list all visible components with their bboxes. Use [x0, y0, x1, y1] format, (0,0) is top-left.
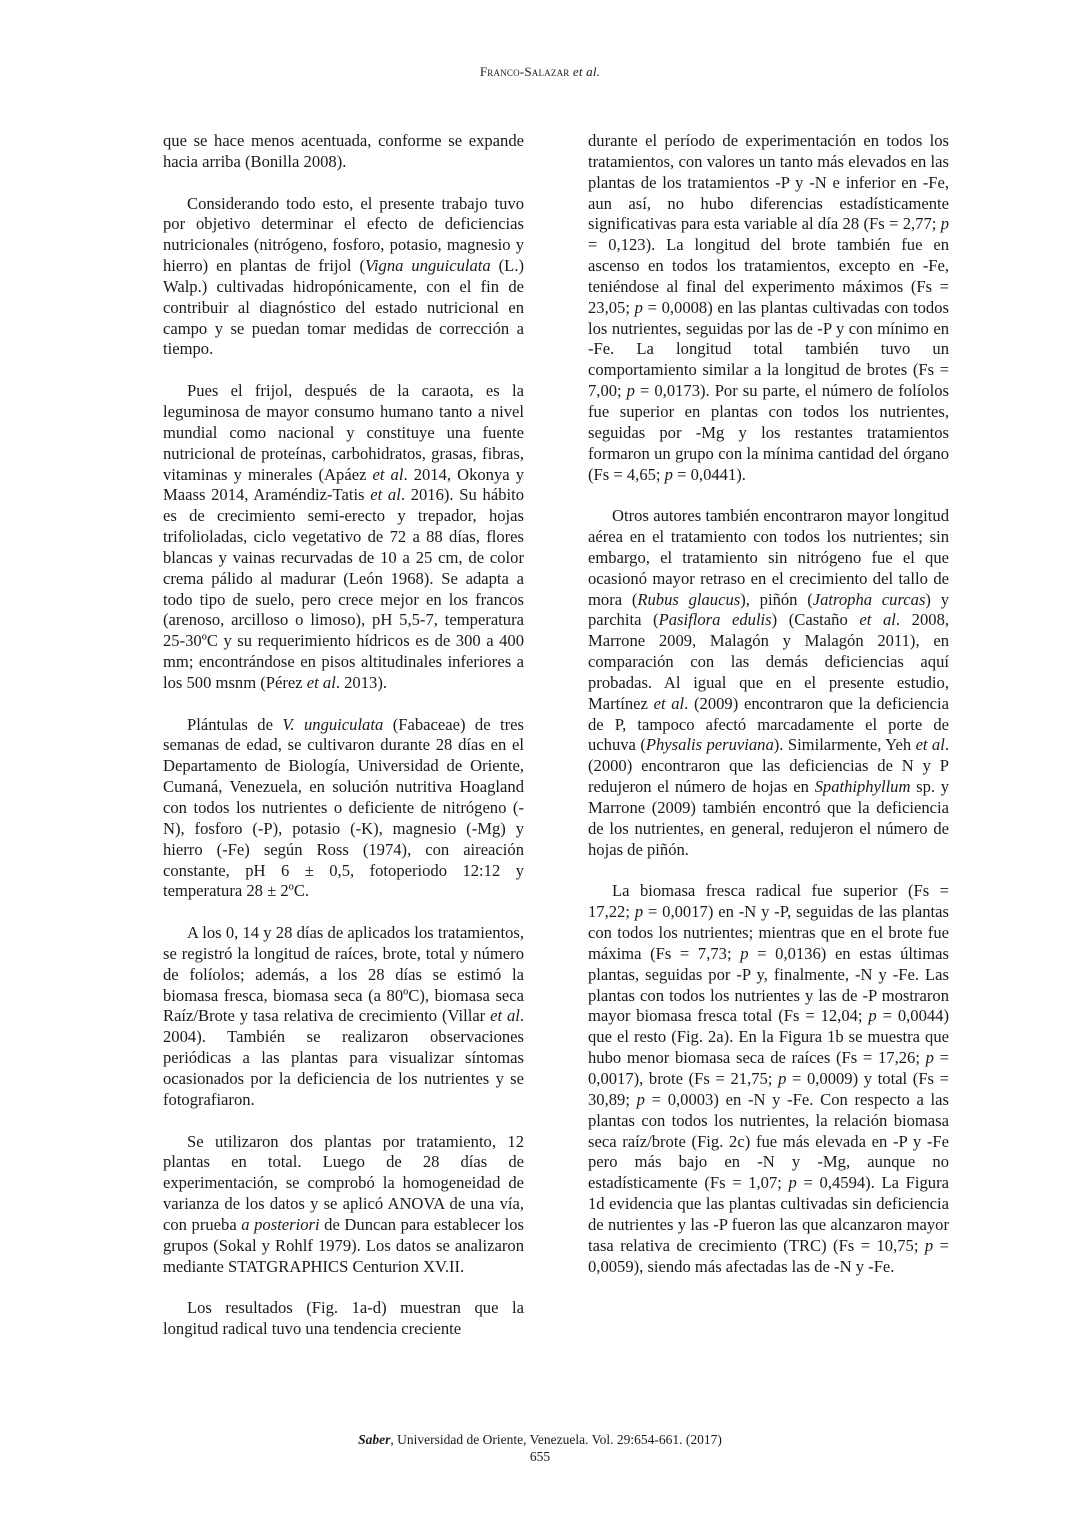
text-run: durante el período de experimentación en todos los tratamientos, con valores un tanto más elevados en las plantas de los tratamientos -P y -N e inferior en -Fe, aun así, no hubo diferencias estadísticamente significativas para esta variable al día 28 (Fs = 2,77; [588, 131, 949, 234]
text-run: ). Similarmente, Yeh [773, 735, 916, 755]
italic-run: p [924, 1235, 934, 1255]
text-run: = 0,4594). La Figura 1d evidencia que las plantas cultivadas sin deficiencia de nutrientes y las -P fueron las que alcanzaron mayor tasa relativa de crecimiento (TRC) (Fs = 10,75; [588, 1173, 949, 1255]
text-run: = 0,0003) en -N y -Fe. Con respecto a las plantas con todos los nutrientes, la relación biomasa seca raíz/brote (Fig. 2c) fue más elevada en -P y -Fe pero más bajo en -N y -Mg, aunque no estadísticamente (Fs = 1,07; [588, 1089, 949, 1193]
italic-run: p [636, 1089, 645, 1109]
text-run: = 0,0009) y total (Fs = 30,89; [588, 1068, 949, 1109]
italic-run: p [634, 902, 644, 922]
italic-run: et al [915, 735, 945, 755]
paragraph [163, 923, 524, 1111]
text-run: = 0,0017) en -N y -P, seguidas de las plantas con todos los nutrientes; mientras que en el brote fue máxima (Fs = 7,73; [588, 902, 949, 963]
text-run: A los 0, 14 y 28 días de aplicados los tratamientos, se registró la longitud de raíces, brote, total y número de folíolos; además, a los 28 días se estimó la biomasa fresca, biomasa seca (a 80ºC), biomasa seca Raíz/Brote y tasa relativa de crecimiento (Villar [163, 923, 524, 1026]
italic-run: V. unguiculata [282, 714, 384, 734]
right-column [588, 131, 949, 1298]
text-run: = 0,0017), brote (Fs = 21,75; [588, 1048, 949, 1088]
italic-run: a posteriori [241, 1214, 320, 1234]
text-run: Plántulas de [187, 714, 283, 734]
text-run: = 0,0059), siendo más afectadas las de -N y -Fe. [588, 1235, 949, 1276]
text-run: (Fabaceae) de tres semanas de edad, se cultivaron durante 28 días en el Departamento de Biología, Universidad de Oriente, Cumaná, Venezuela, en solución nutritiva Hoagland con todos los nutrientes o deficiente de nitrógeno (-N), fosforo (-P), potasio (-K), magnesio (-Mg) y hierro (-Fe) según Ross (1974), con aireación constante, pH 6 ± 0,5, fotoperiodo 12:12 y temperatura 28 ± 2ºC. [163, 714, 524, 901]
text-run: Otros autores también encontraron mayor longitud aérea en el tratamiento con todos los nutrientes; sin embargo, el tratamiento sin nitrógeno fue el que ocasionó mayor retraso en el crecimiento del tallo de mora ( [588, 506, 949, 609]
journal-name: Saber [358, 1432, 391, 1447]
text-run: . 2016). Su hábito es de crecimiento semi-erecto y trepador, hojas trifolioladas, ciclo vegetativo de 72 a 88 días, flores blancas y vainas recurvadas de 10 a 25 cm, de color crema pálido al madurar (León 1968). Se adapta a todo tipo de suelo, pero crece mejor en los francos (arenoso, arcilloso o limoso), pH 5,5-7, temperatura 25-30ºC y su requerimiento hídricos es de 300 a 400 mm; encontrándose en pisos altitudinales inferiores a los 500 msnm (Pérez [163, 485, 525, 692]
italic-run: Physalis peruviana [645, 735, 774, 755]
text-run: . 2014, Okonya y Maass 2014, Araméndiz-Tatis [163, 464, 524, 505]
italic-run: p [940, 214, 949, 234]
italic-run: et al [370, 485, 401, 505]
text-run: = 0,0173). Por su parte, el número de folíolos fue superior en plantas con todos los nutrientes, seguidas por -Mg y los restantes tratamientos formaron un grupo con la mínima cantidad del órgano (Fs = 4,65; [588, 381, 949, 484]
italic-run: p [778, 1068, 787, 1088]
text-run: . (2000) encontraron que las deficiencias de N y P redujeron el número de hojas en [588, 735, 949, 797]
italic-run: p [868, 1006, 877, 1026]
italic-run: p [788, 1173, 797, 1193]
text-run: = 0,0008) en las plantas cultivadas con todos los nutrientes, seguidas por las de -P y con mínimo en -Fe. La longitud total también tuvo un comportamiento similar a la longitud de brotes (Fs = 7,00; [588, 297, 949, 401]
paragraph [163, 1298, 524, 1340]
paragraph [163, 715, 524, 903]
page-number: 655 [529, 1449, 551, 1464]
paragraph [588, 881, 949, 1277]
text-run: ) y parchita ( [588, 589, 949, 630]
header-etal: et al. [572, 64, 601, 79]
italic-run: et al [306, 672, 336, 692]
text-run: (L.) Walp.) cultivadas hidropónicamente, con el fin de contribuir al diagnóstico del estado nutricional en campo y se puedan tomar medidas de corrección a tiempo. [163, 256, 524, 359]
italic-run: et al [372, 464, 404, 484]
italic-run: p [740, 943, 749, 963]
italic-run: et al [653, 693, 685, 713]
italic-run: Pasiflora edulis [658, 610, 772, 630]
italic-run: Spathiphyllum [814, 777, 911, 797]
paragraph [588, 506, 949, 860]
italic-run: et al [490, 1006, 520, 1026]
text-run: = 0,123). La longitud del brote también fue en ascenso en todos los tratamientos, excepto en -Fe, teniéndose al final del experimento máximos (Fs = 23,05; [588, 235, 949, 317]
paragraph [163, 194, 524, 361]
paragraph [163, 381, 524, 694]
text-run: = 0,0136) en estas últimas plantas, seguidas por -P y, finalmente, -N y -Fe. Las plantas con todos los nutrientes y las de -P mostraron mayor biomasa fresca total (Fs = 12,04; [588, 943, 949, 1026]
text-run: La biomasa fresca radical fue superior (Fs = 17,22; [588, 881, 949, 922]
italic-run: Rubus glaucus [637, 589, 741, 609]
italic-run: et al [859, 610, 896, 630]
text-run: . (2009) encontraron que la deficiencia de P, tampoco afectó marcadamente el porte de uchuva ( [588, 693, 949, 755]
text-run: de Duncan para establecer los grupos (Sokal y Rohlf 1979). Los datos se analizaron mediante STATGRAPHICS Centurion XV.II. [163, 1214, 525, 1276]
text-run: . 2008, Marrone 2009, Malagón y Malagón 2011), en comparación con las demás deficiencias aquí probadas. Al igual que en el presente estudio, Martínez [588, 610, 950, 713]
text-run: ), piñón ( [740, 589, 813, 609]
italic-run: p [664, 464, 673, 484]
left-column [163, 131, 524, 1361]
paragraph [588, 131, 949, 485]
paragraph [163, 131, 524, 173]
italic-run: p [634, 297, 643, 317]
page-footer [0, 1431, 1080, 1465]
paragraph [163, 1132, 524, 1278]
italic-run: Jatropha curcas [812, 589, 926, 609]
text-run: Los resultados (Fig. 1a-d) muestran que la longitud radical tuvo una tendencia creciente [163, 1298, 524, 1339]
italic-run: p [925, 1048, 934, 1068]
citation-text: , Universidad de Oriente, Venezuela. Vol. 29:654-661. (2017) [390, 1432, 722, 1447]
text-run: Considerando todo esto, el presente trabajo tuvo por objetivo determinar el efecto de deficiencias nutricionales (nitrógeno, fosforo, potasio, magnesio y hierro) en plantas de frijol ( [163, 193, 524, 276]
italic-run: Vigna unguiculata [365, 256, 491, 276]
text-run: Se utilizaron dos plantas por tratamiento, 12 plantas en total. Luego de 28 días de experimentación, se comprobó la homogeneidad de varianza de los datos y se aplicó ANOVA de una vía, con prueba [163, 1131, 524, 1234]
running-header [0, 64, 1080, 80]
text-run: Pues el frijol, después de la caraota, es la leguminosa de mayor consumo humano tanto a nivel mundial como nacional y constituye una fuente nutricional de proteínas, carbohidratos, grasas, fibras, vitaminas y minerales (Apáez [163, 381, 524, 484]
text-run: . 2004). También se realizaron observaciones periódicas a las plantas para visualizar síntomas ocasionados por la deficiencia de los nutrientes y se fotografiaron. [163, 1006, 525, 1109]
text-run: = 0,0044) que el resto (Fig. 2a). En la Figura 1b se muestra que hubo menor biomasa seca de raíces (Fs = 17,26; [588, 1006, 949, 1068]
text-run: sp. y Marrone (2009) también encontró que la deficiencia de los nutrientes, en general, redujeron el número de hojas de piñón. [588, 777, 949, 859]
italic-run: p [626, 381, 635, 401]
text-run: . 2013). [335, 672, 387, 692]
text-run: = 0,0441). [672, 464, 746, 484]
header-author: Franco-Salazar [479, 64, 570, 79]
text-run: que se hace menos acentuada, conforme se expande hacia arriba (Bonilla 2008). [163, 131, 524, 171]
footer-citation [0, 1431, 1080, 1448]
text-run: ) (Castaño [771, 610, 860, 630]
